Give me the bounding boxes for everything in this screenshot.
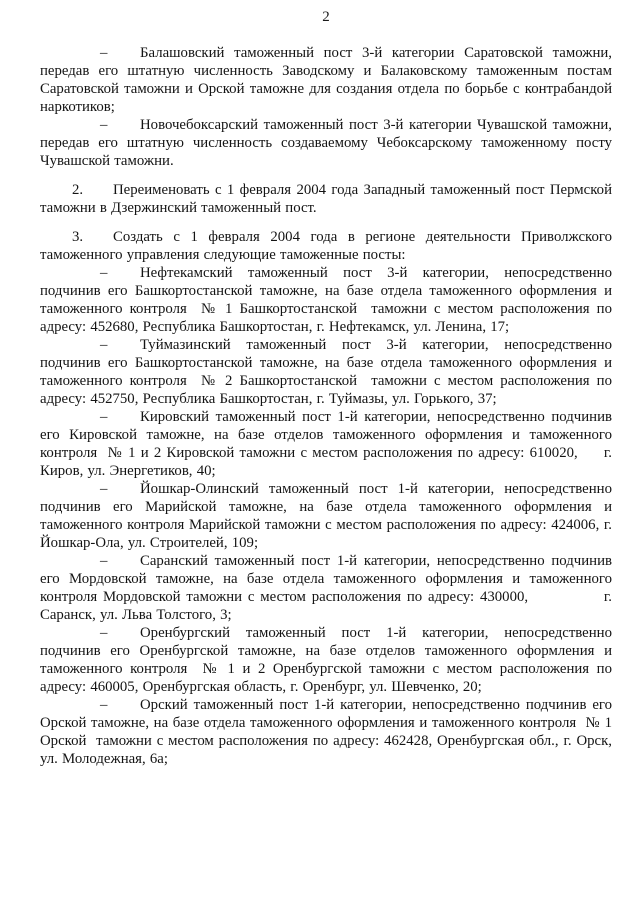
paragraph-text: Саранский таможенный пост 1-й категории, непосредственно подчинив его Мордовской таможне, на базе отдела таможенного оформления и таможенного контроля Мордовской таможни с местом расположения по адресу: 430000, г. Саранск, ул. Льва Толстого, 3; [40, 553, 612, 623]
paragraph-marker: – [100, 553, 108, 569]
paragraph-marker: – [100, 337, 108, 353]
paragraph-text: Кировский таможенный пост 1-й категории, непосредственно подчинив его Кировской таможне, на базе отделов таможенного оформления и таможенного контроля № 1 и 2 Кировской таможни с местом расположения по адресу: 610020, г. Киров, ул. Энергетиков, 40; [40, 409, 612, 479]
paragraph [40, 624, 612, 696]
paragraph-marker: 2. [72, 182, 84, 198]
paragraph [40, 228, 612, 264]
paragraph-marker: – [100, 409, 108, 425]
paragraph-marker: – [100, 625, 108, 641]
paragraph [40, 116, 612, 170]
paragraph-marker: – [100, 481, 108, 497]
paragraph-marker: – [100, 117, 108, 133]
paragraph-text: Новочебоксарский таможенный пост 3-й категории Чувашской таможни, передав его штатную численность создаваемому Чебоксарскому таможенному посту Чувашской таможни. [40, 117, 612, 169]
paragraph [40, 408, 612, 480]
paragraph-text: Орский таможенный пост 1-й категории, непосредственно подчинив его Орской таможне, на базе отдела таможенного оформления и таможенного контроля № 1 Орской таможни с местом расположения по адресу: 462428, Оренбургская обл., г. Орск, ул. Молодежная, 6а; [40, 697, 612, 767]
paragraph-marker: 3. [72, 229, 84, 245]
paragraph-text: Переименовать с 1 февраля 2004 года Западный таможенный пост Пермской таможни в Дзержинский таможенный пост. [40, 182, 612, 216]
paragraph [40, 480, 612, 552]
paragraph-text: Туймазинский таможенный пост 3-й категории, непосредственно подчинив его Башкортостанской таможне, на базе отдела таможенного оформления и таможенного контроля № 2 Башкортостанской таможни с местом расположения по адресу: 452750, Республика Башкортостан, г. Туймазы, ул. Горького, 37; [40, 337, 612, 407]
paragraph-text: Нефтекамский таможенный пост 3-й категории, непосредственно подчинив его Башкортостанской таможне, на базе отдела таможенного оформления и таможенного контроля № 1 Башкортостанской таможни с местом расположения по адресу: 452680, Республика Башкортостан, г. Нефтекамск, ул. Ленина, 17; [40, 265, 612, 335]
page-number: 2 [322, 9, 330, 25]
paragraph-text: Йошкар-Олинский таможенный пост 1-й категории, непосредственно подчинив его Марийской таможне, на базе отдела таможенного оформления и таможенного контроля Марийской таможни с местом расположения по адресу: 424006, г. Йошкар-Ола, ул. Строителей, 109; [40, 481, 612, 551]
document-body [40, 44, 612, 768]
paragraph-marker: – [100, 265, 108, 281]
paragraph-text: Оренбургский таможенный пост 1-й категории, непосредственно подчинив его Оренбургской таможне, на базе отделов таможенного оформления и таможенного контроля № 1 и 2 Оренбургской таможни с местом расположения по адресу: 460005, Оренбургская область, г. Оренбург, ул. Шевченко, 20; [40, 625, 612, 695]
paragraph [40, 264, 612, 336]
paragraph-marker: – [100, 45, 108, 61]
paragraph-marker: – [100, 697, 108, 713]
paragraph [40, 181, 612, 217]
paragraph [40, 44, 612, 116]
paragraph-text: Балашовский таможенный пост 3-й категории Саратовской таможни, передав его штатную численность Заводскому и Балаковскому таможенным постам Саратовской таможни и Орской таможне для создания отдела по борьбе с контрабандой наркотиков; [40, 45, 612, 115]
paragraph-text: Создать с 1 февраля 2004 года в регионе деятельности Приволжского таможенного управления следующие таможенные посты: [40, 229, 612, 263]
paragraph [40, 696, 612, 768]
paragraph [40, 552, 612, 624]
paragraph [40, 336, 612, 408]
